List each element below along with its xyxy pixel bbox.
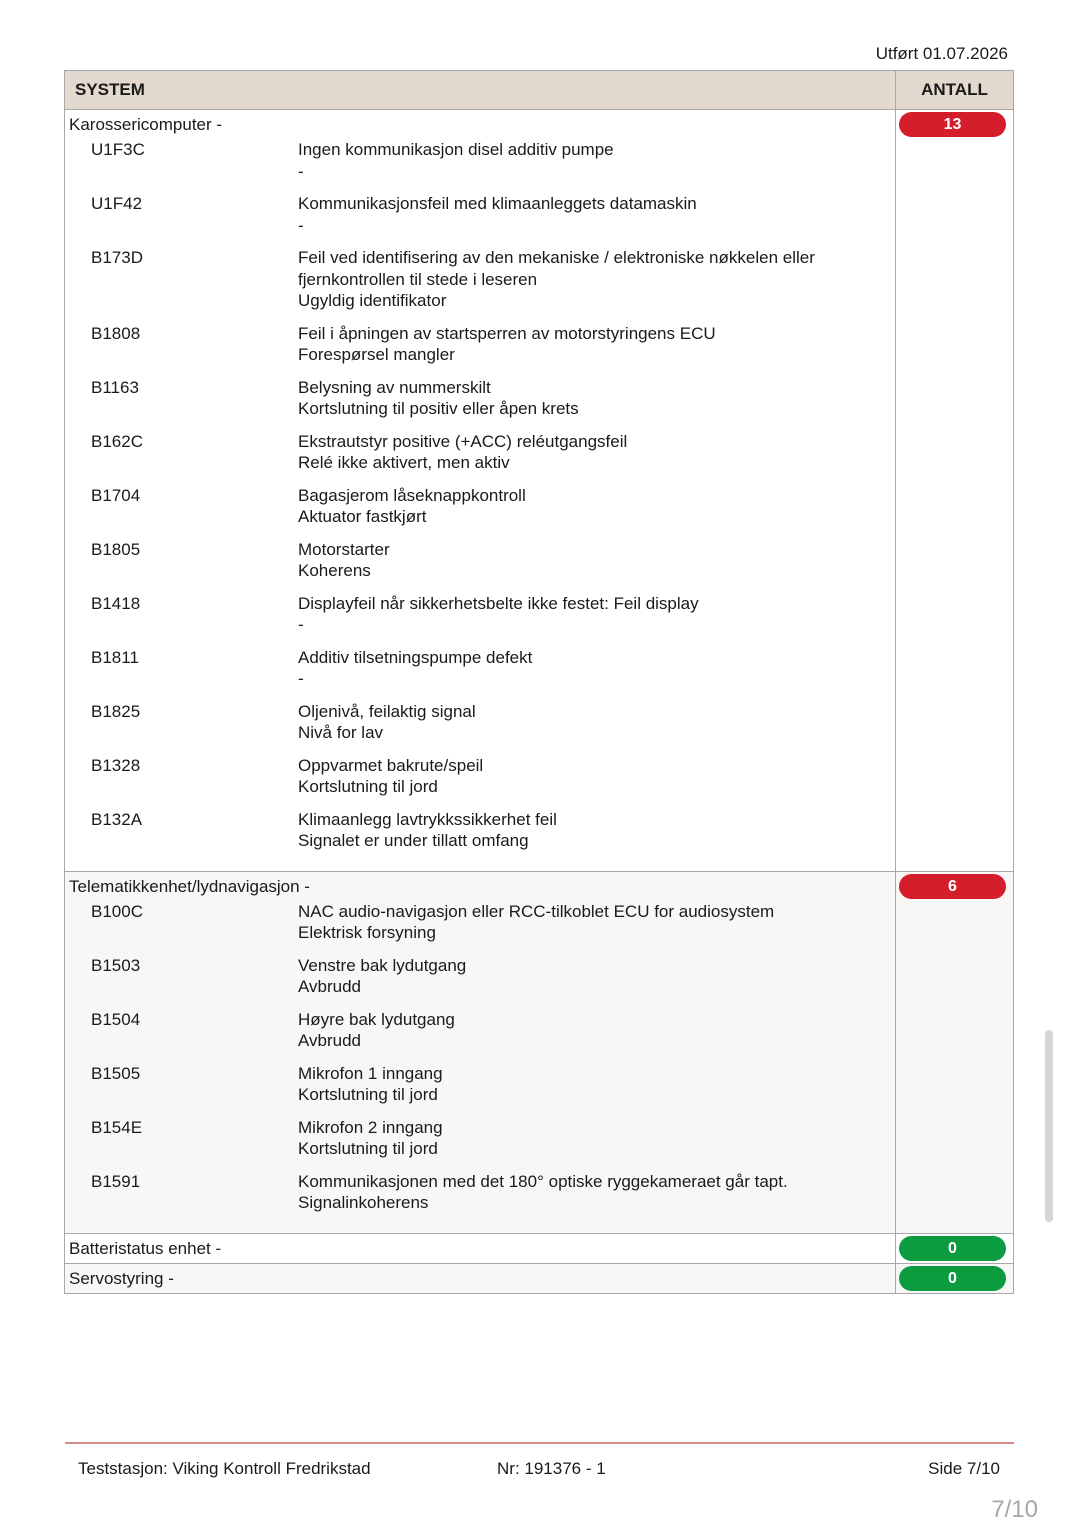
fault-code: B1504 [91, 1009, 141, 1029]
fault-code: B1811 [91, 647, 139, 667]
fault-row [65, 193, 895, 236]
fault-description [298, 1171, 895, 1214]
fault-description [298, 755, 895, 798]
fault-row [65, 431, 895, 474]
fault-description-line: Signalinkoherens [298, 1193, 429, 1212]
fault-description-line: - [298, 161, 304, 181]
section-count-cell [896, 110, 1013, 871]
fault-description [298, 647, 895, 690]
fault-description [298, 431, 895, 474]
fault-row [65, 755, 895, 798]
fault-description-line: Venstre bak lydutgang [298, 955, 467, 975]
footer-page: Side 7/10 [928, 1459, 1000, 1478]
footer-station: Teststasjon: Viking Kontroll Fredrikstad [78, 1459, 371, 1478]
fault-description [298, 377, 895, 420]
fault-description [298, 485, 895, 528]
fault-description-line: Aktuator fastkjørt [298, 507, 427, 526]
fault-description [298, 539, 895, 582]
fault-row [65, 647, 895, 690]
section-count-cell [896, 1264, 1013, 1293]
fault-description [298, 1117, 895, 1160]
fault-row [65, 247, 895, 312]
fault-description-line: - [298, 615, 304, 634]
fault-description-line: Oljenivå, feilaktig signal [298, 701, 476, 721]
fault-description-line: Displayfeil når sikkerhetsbelte ikke festet: Feil display [298, 593, 699, 613]
fault-description-line: Belysning av nummerskilt [298, 377, 491, 397]
fault-description-line: Ingen kommunikasjon disel additiv pumpe [298, 140, 614, 159]
table-header [65, 71, 1013, 110]
fault-row [65, 809, 895, 852]
fault-description-line: Feil ved identifisering av den mekaniske / elektroniske nøkkelen eller [298, 248, 815, 267]
fault-description [298, 247, 895, 312]
fault-description [298, 901, 895, 944]
fault-description [298, 1009, 895, 1052]
fault-code: B1505 [91, 1063, 141, 1083]
section-main [65, 872, 896, 1233]
fault-description-line: Avbrudd [298, 1031, 362, 1050]
fault-row [65, 377, 895, 420]
fault-description [298, 1063, 895, 1106]
fault-description-line: Kortslutning til positiv eller åpen krets [298, 399, 579, 418]
fault-row [65, 701, 895, 744]
fault-description-line: Kortslutning til jord [298, 1085, 438, 1104]
section-title: Karossericomputer - [69, 115, 223, 134]
fault-description-line: Forespørsel mangler [298, 345, 455, 364]
fault-description-line: fjernkontrollen til stede i leseren [298, 269, 538, 289]
fault-row [65, 901, 895, 944]
fault-description-line: Oppvarmet bakrute/speil [298, 755, 484, 775]
fault-code: B162C [91, 431, 143, 451]
fault-code: U1F3C [91, 140, 145, 159]
fault-description-line: Kommunikasjonen med det 180° optiske ryggekameraet går tapt. [298, 1171, 788, 1191]
system-section-servostyring [65, 1264, 1013, 1293]
fault-description-line: Ugyldig identifikator [298, 291, 447, 310]
section-title: Servostyring - [69, 1268, 174, 1288]
fault-description-line: Bagasjerom låseknappkontroll [298, 485, 526, 505]
fault-description-line: Avbrudd [298, 977, 362, 996]
fault-description-line: Mikrofon 1 inngang [298, 1063, 443, 1083]
system-section-telematikkenhet [65, 872, 1013, 1234]
footer-number: Nr: 191376 - 1 [497, 1459, 606, 1478]
fault-description [298, 809, 895, 852]
fault-description [298, 593, 895, 636]
fault-description-line: Kommunikasjonsfeil med klimaanleggets datamaskin [298, 194, 697, 213]
system-section-batteristatus [65, 1234, 1013, 1264]
fault-code: B100C [91, 901, 143, 921]
fault-description-line: Feil i åpningen av startsperren av motorstyringens ECU [298, 323, 716, 343]
fault-description-line: Mikrofon 2 inngang [298, 1117, 443, 1137]
fault-description-line: Ekstrautstyr positive (+ACC) reléutgangsfeil [298, 431, 628, 451]
column-header-system: SYSTEM [65, 71, 896, 109]
fault-code: B173D [91, 248, 143, 267]
section-main [65, 110, 896, 871]
fault-row [65, 139, 895, 182]
fault-description [298, 193, 895, 236]
fault-description-line: - [298, 215, 304, 235]
fault-row [65, 593, 895, 636]
fault-row [65, 955, 895, 998]
section-main [65, 1234, 896, 1263]
fault-code: B1163 [91, 377, 139, 397]
fault-code: B1328 [91, 755, 141, 775]
fault-description-line: Signalet er under tillatt omfang [298, 831, 529, 850]
scrollbar-thumb[interactable] [1045, 1030, 1053, 1222]
fault-code: B1591 [91, 1171, 141, 1191]
fault-row [65, 1009, 895, 1052]
fault-code: B1805 [91, 539, 141, 559]
fault-code: B1808 [91, 323, 141, 343]
fault-row [65, 1171, 895, 1214]
fault-description [298, 323, 895, 366]
section-main [65, 1264, 896, 1293]
fault-description-line: Kortslutning til jord [298, 1139, 438, 1158]
fault-code: B1503 [91, 955, 141, 975]
fault-code: B154E [91, 1117, 143, 1137]
viewer-page-indicator: 7/10 [991, 1496, 1038, 1523]
section-title: Batteristatus enhet - [69, 1238, 222, 1258]
count-badge: 13 [899, 112, 1006, 137]
fault-code-table [64, 70, 1014, 1294]
fault-description-line: Koherens [298, 561, 371, 580]
report-date: Utført 01.07.2026 [875, 44, 1008, 63]
fault-row [65, 1117, 895, 1160]
fault-code: B1704 [91, 485, 141, 505]
count-badge: 0 [899, 1266, 1006, 1291]
section-count-cell [896, 872, 1013, 1233]
fault-description-line: Motorstarter [298, 539, 390, 559]
fault-code: U1F42 [91, 194, 143, 213]
system-section-karossericomputer [65, 110, 1013, 872]
count-badge: 0 [899, 1236, 1006, 1261]
fault-code: B1418 [91, 593, 141, 613]
fault-description-line: Additiv tilsetningspumpe defekt [298, 647, 533, 667]
column-header-count: ANTALL [921, 80, 988, 99]
fault-description-line: Kortslutning til jord [298, 777, 438, 796]
fault-list [65, 901, 895, 1214]
fault-description-line: Elektrisk forsyning [298, 923, 436, 942]
fault-description-line: Klimaanlegg lavtrykkssikkerhet feil [298, 809, 557, 829]
fault-description [298, 955, 895, 998]
fault-row [65, 1063, 895, 1106]
fault-description-line: Høyre bak lydutgang [298, 1009, 455, 1029]
fault-description-line: Nivå for lav [298, 723, 384, 742]
fault-description-line: Relé ikke aktivert, men aktiv [298, 453, 510, 472]
fault-row [65, 539, 895, 582]
section-count-cell [896, 1234, 1013, 1263]
fault-description-line: NAC audio-navigasjon eller RCC-tilkoblet ECU for audiosystem [298, 901, 775, 921]
section-title: Telematikkenhet/lydnavigasjon - [69, 876, 310, 896]
fault-row [65, 323, 895, 366]
fault-row [65, 485, 895, 528]
fault-code: B1825 [91, 701, 141, 721]
fault-description [298, 139, 895, 182]
footer-divider [65, 1442, 1014, 1444]
count-badge: 6 [899, 874, 1006, 899]
fault-description-line: - [298, 669, 304, 688]
fault-code: B132A [91, 809, 143, 829]
fault-list [65, 139, 895, 852]
fault-description [298, 701, 895, 744]
